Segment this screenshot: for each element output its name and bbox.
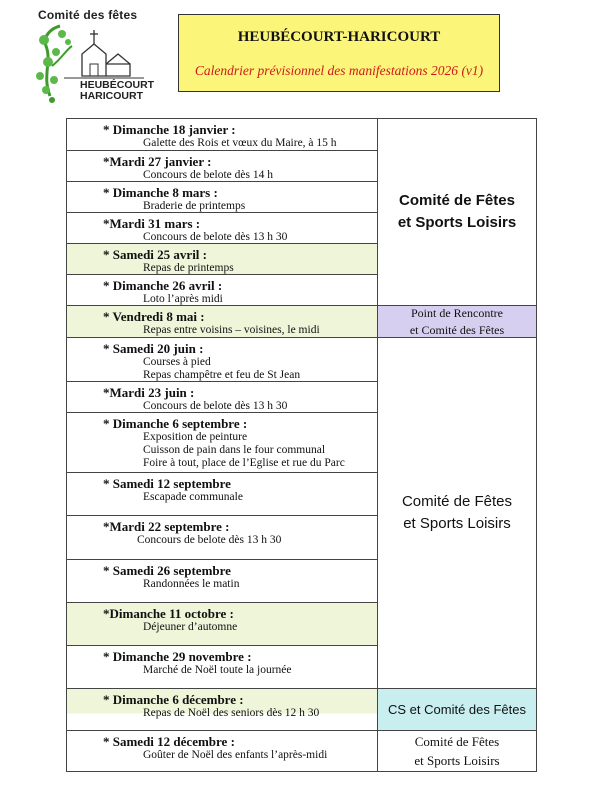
event-date: * Dimanche 6 décembre : — [103, 692, 244, 707]
organizer-cell — [378, 337, 536, 688]
event-row — [67, 412, 377, 472]
page-subtitle — [179, 63, 499, 79]
event-description: Marché de Noël toute la journée — [143, 664, 292, 676]
organizer-line: et Sports Loisirs — [414, 753, 500, 768]
event-date: * Dimanche 29 novembre : — [103, 649, 252, 664]
organizer-line: Point de Rencontre — [411, 305, 503, 320]
organizer-cell — [378, 305, 536, 337]
event-description: Repas champêtre et feu de St Jean — [143, 369, 301, 381]
logo-name-line1: HEUBÉCOURT — [80, 79, 155, 91]
organizer-line: et Sports Loisirs — [397, 214, 517, 231]
event-description: Foire à tout, place de l’Eglise et rue du Parc — [143, 457, 345, 469]
organizer-cell — [378, 688, 536, 730]
event-description: Goûter de Noël des enfants l’après-midi — [143, 749, 328, 761]
subtitle-text: Calendrier prévisionnel des manifestations 2026 — [194, 63, 459, 78]
event-description: Concours de belote dès 13 h 30 — [137, 534, 282, 546]
logo-title: Comité des fêtes — [38, 8, 138, 22]
event-description: Repas entre voisins – voisines, le midi — [143, 324, 320, 336]
organizer-line: et Comité des Fêtes — [409, 322, 505, 337]
version-label: (v1) — [461, 63, 484, 78]
header-box — [178, 14, 500, 92]
event-description: Escapade communale — [143, 491, 243, 503]
organizer-line: Comité de Fêtes — [401, 493, 513, 510]
event-row — [67, 119, 377, 150]
event-description: Randonnées le matin — [143, 578, 240, 590]
organizer-cell — [378, 730, 536, 771]
event-description: Concours de belote dès 13 h 30 — [143, 231, 288, 243]
event-row — [67, 602, 377, 645]
event-description: Galette des Rois et vœux du Maire, à 15 h — [143, 137, 337, 149]
page-title: HEUBÉCOURT-HARICOURT — [237, 29, 441, 45]
event-description: Déjeuner d’automne — [143, 621, 238, 633]
event-row — [67, 515, 377, 559]
event-date: *Mardi 31 mars : — [103, 216, 201, 231]
organizer-line: CS et Comité des Fêtes — [388, 702, 526, 717]
event-date: * Dimanche 18 janvier : — [103, 122, 236, 137]
organizer-line: Comité de Fêtes — [399, 192, 515, 209]
event-row — [67, 150, 377, 181]
organizer-cell — [378, 119, 536, 305]
event-row — [67, 559, 377, 602]
event-date: *Dimanche 11 octobre : — [103, 606, 234, 621]
event-row — [67, 305, 377, 337]
event-description: Repas de printemps — [143, 262, 234, 274]
event-date: *Mardi 22 septembre : — [103, 519, 230, 534]
event-date: * Dimanche 26 avril : — [103, 278, 223, 293]
event-description: Loto l’après midi — [143, 293, 223, 305]
event-row — [67, 688, 377, 730]
event-description: Braderie de printemps — [143, 200, 246, 212]
event-row — [67, 337, 377, 381]
event-date: * Samedi 12 septembre — [103, 476, 231, 491]
events-table — [66, 118, 537, 772]
event-row — [67, 181, 377, 212]
event-description: Concours de belote dès 13 h 30 — [143, 400, 288, 412]
event-date: * Samedi 12 décembre : — [103, 734, 235, 749]
event-description: Concours de belote dès 14 h — [143, 169, 273, 181]
event-description: Courses à pied — [143, 356, 211, 368]
event-date: * Samedi 26 septembre — [103, 563, 231, 578]
committee-logo — [22, 6, 172, 106]
event-date: * Dimanche 6 septembre : — [103, 416, 248, 431]
event-description: Exposition de peinture — [143, 431, 248, 443]
event-date: * Samedi 20 juin : — [103, 341, 204, 356]
event-date: * Samedi 25 avril : — [103, 247, 207, 262]
event-description: Cuisson de pain dans le four communal — [143, 444, 326, 456]
event-description: Repas de Noël des seniors dès 12 h 30 — [143, 707, 320, 719]
logo-name-line2: HARICOURT — [80, 90, 143, 102]
event-date: *Mardi 23 juin : — [103, 385, 195, 400]
event-row — [67, 730, 377, 771]
event-row — [67, 274, 377, 305]
event-date: * Vendredi 8 mai : — [103, 309, 205, 324]
event-row — [67, 645, 377, 688]
organizer-line: et Sports Loisirs — [403, 515, 511, 532]
event-row — [67, 381, 377, 412]
event-row — [67, 472, 377, 515]
event-row — [67, 243, 377, 274]
event-date: *Mardi 27 janvier : — [103, 154, 212, 169]
organizer-line: Comité de Fêtes — [414, 734, 500, 749]
event-date: * Dimanche 8 mars : — [103, 185, 218, 200]
event-row — [67, 212, 377, 243]
